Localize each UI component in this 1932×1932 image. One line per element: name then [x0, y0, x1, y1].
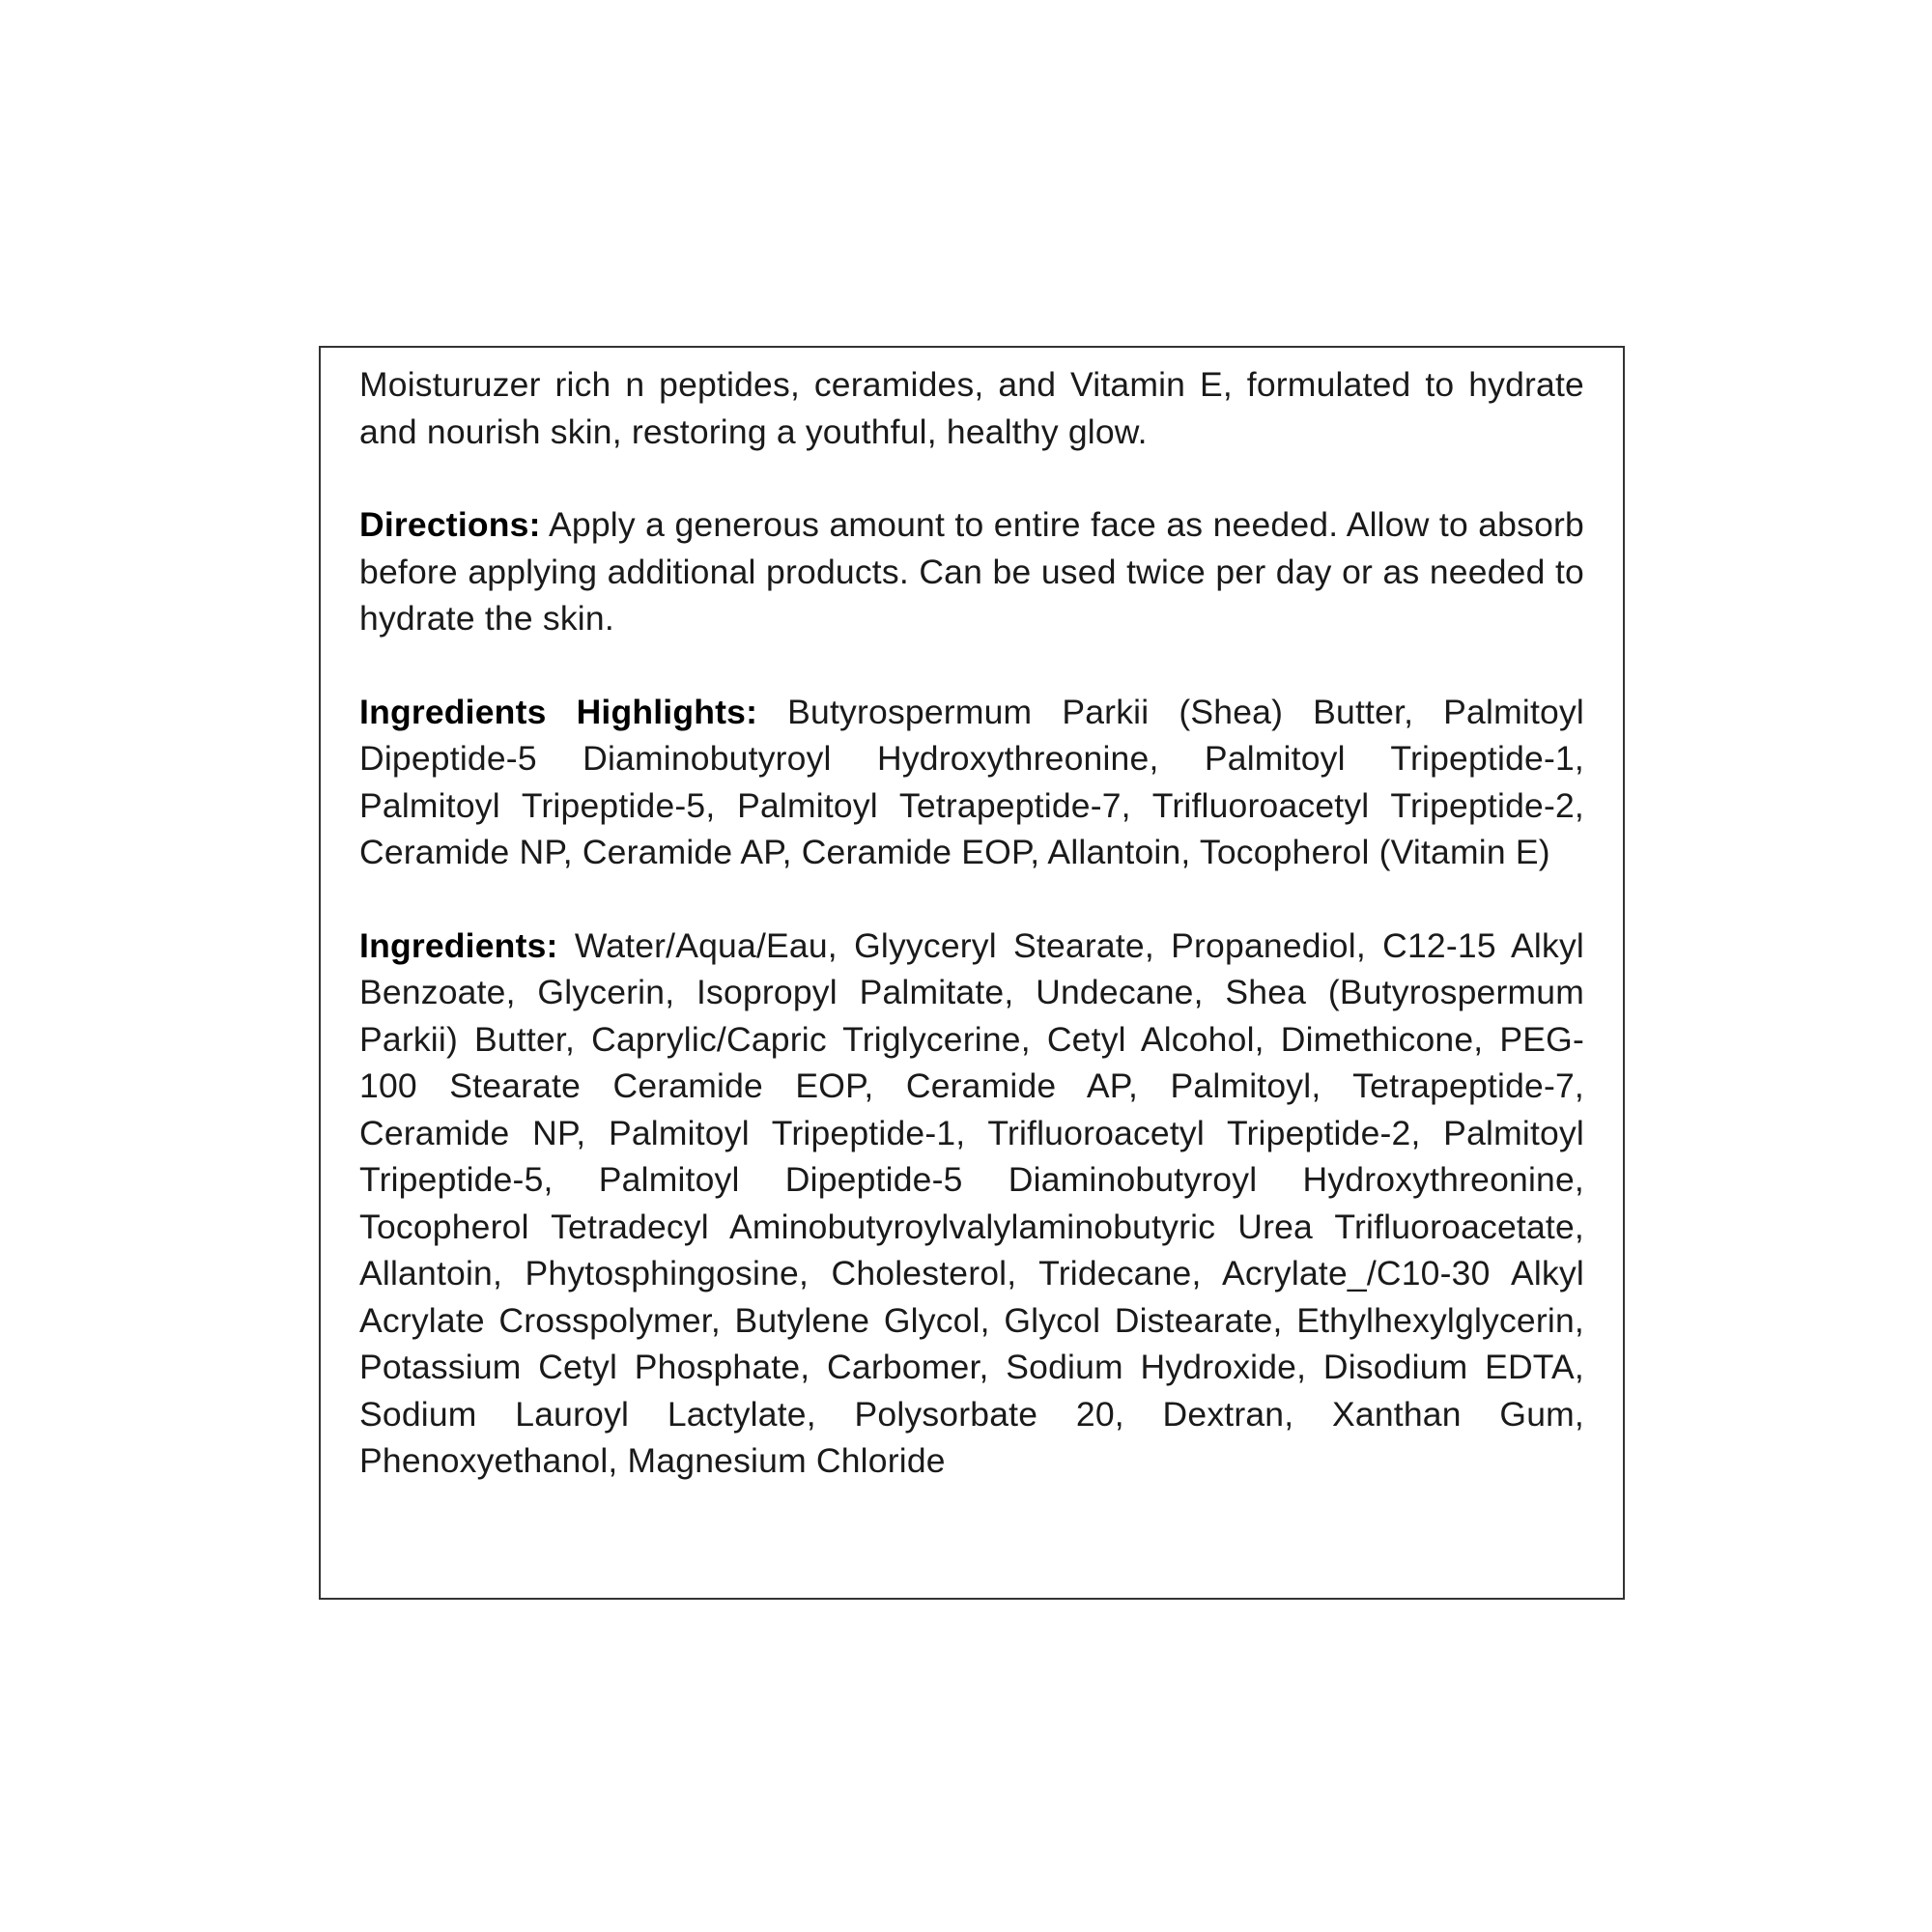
ingredient-highlights-section — [359, 689, 1584, 876]
description-text: Moisturuzer rich n peptides, ceramides, and Vitamin E, formulated to hydrate and nourish skin, restoring a youthful, healthy glow. — [359, 365, 1584, 451]
product-label-box — [319, 346, 1625, 1600]
ingredients-heading: Ingredients: — [359, 925, 558, 965]
ingredients-text: Water/Aqua/Eau, Glyyceryl Stearate, Propanediol, C12-15 Alkyl Benzoate, Glycerin, Isopropyl Palmitate, Undecane, Shea (Butyrospermum Parkii) Butter, Caprylic/Capric Triglycerine, Cetyl Alcohol, Dimethicone, PEG-100 Stearate Ceramide EOP, Ceramide AP, Palmitoyl, Tetrapeptide-7, Ceramide NP, Palmitoyl Tripeptide-1, Trifluoroacetyl Tripeptide-2, Palmitoyl Tripeptide-5, Palmitoyl Dipeptide-5 Diaminobutyroyl Hydroxythreonine, Tocopherol Tetradecyl Aminobutyroylvalylaminobutyric Urea Trifluoroacetate, Allantoin, Phytosphingosine, Cholesterol, Tridecane, Acrylate_/C10-30 Alkyl Acrylate Crosspolymer, Butylene Glycol, Glycol Distearate, Ethylhexylglycerin, Potassium Cetyl Phosphate, Carbomer, Sodium Hydroxide, Disodium EDTA, Sodium Lauroyl Lactylate, Polysorbate 20, Dextran, Xanthan Gum, Phenoxyethanol, Magnesium Chloride — [359, 925, 1584, 1480]
directions-text: Apply a generous amount to entire face as needed. Allow to absorb before applying additional products. Can be used twice per day or as needed to hydrate the skin. — [359, 505, 1584, 638]
directions-section — [359, 501, 1584, 642]
directions-heading: Directions: — [359, 505, 541, 544]
ingredient-highlights-text: Butyrospermum Parkii (Shea) Butter, Palmitoyl Dipeptide-5 Diaminobutyroyl Hydroxythreonine, Palmitoyl Tripeptide-1, Palmitoyl Tripeptide-5, Palmitoyl Tetrapeptide-7, Trifluoroacetyl Tripeptide-2, Ceramide NP, Ceramide AP, Ceramide EOP, Allantoin, Tocopherol (Vitamin E) — [359, 692, 1584, 871]
product-description — [359, 361, 1584, 455]
ingredient-highlights-heading: Ingredients Highlights: — [359, 692, 758, 731]
ingredients-section — [359, 923, 1584, 1485]
